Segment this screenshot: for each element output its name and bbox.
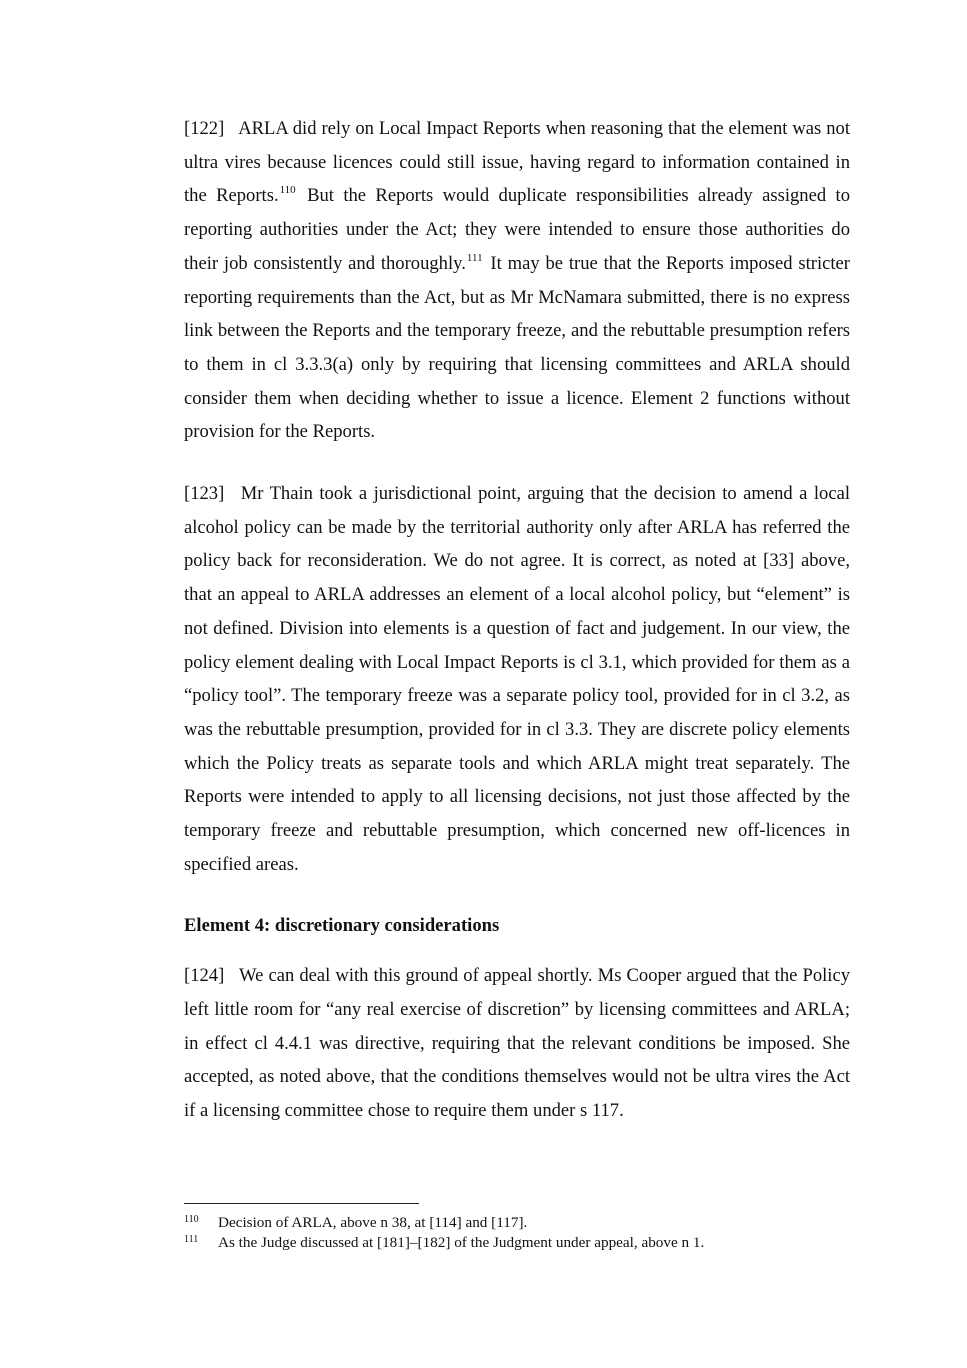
paragraph-124 (184, 959, 850, 1128)
footnote-111 (184, 1233, 850, 1253)
footnote-ref-110[interactable]: 110 (279, 184, 296, 197)
paragraph-text: We can deal with this ground of appeal shortly. Ms Cooper argued that the Policy left little room for “any real exercise of discretion” by licensing committees and ARLA; in effect cl 4.4.1 was directive, requiring that the relevant conditions be imposed. She accepted, as noted above, that the conditions themselves would not be ultra vires the Act if a licensing committee chose to require them under s 117. (184, 965, 851, 1121)
paragraph-number: [124] (184, 965, 225, 987)
section-heading: Element 4: discretionary considerations (184, 915, 500, 937)
footnote-ref-111[interactable]: 111 (466, 251, 483, 264)
footnotes (184, 1203, 850, 1253)
paragraph-122 (184, 112, 850, 449)
paragraph-123 (184, 477, 850, 881)
footnote-110 (184, 1213, 850, 1233)
footnote-divider (184, 1203, 419, 1204)
document-body (184, 112, 850, 1156)
footnote-number: 111 (184, 1234, 199, 1245)
paragraph-text: ARLA did rely on Local Impact Reports when reasoning that the element was not ultra vires because licences could still issue, having regard to information contained in the Reports. (184, 118, 850, 207)
footnote-number: 110 (184, 1214, 199, 1225)
footnote-text: As the Judge discussed at [181]–[182] of the Judgment under appeal, above n 1. (218, 1234, 705, 1251)
paragraph-text: It may be true that the Reports imposed stricter reporting requirements than the Act, but as Mr McNamara submitted, there is no express link between the Reports and the temporary freeze, and the rebuttable presumption refers to them in cl 3.3.3(a) only by requiring that licensing committees and ARLA should consider them when deciding whether to issue a licence. Element 2 functions without provision for the Reports. (184, 252, 850, 443)
paragraph-number: [122] (184, 118, 225, 139)
paragraph-text: But the Reports would duplicate responsibilities already assigned to reporting authorities under the Act; they were intended to ensure those authorities do their job consistently and thoroughly. (184, 185, 850, 274)
paragraph-number: [123] (184, 483, 225, 505)
footnote-text: Decision of ARLA, above n 38, at [114] and [117]. (218, 1214, 528, 1231)
paragraph-text: Mr Thain took a jurisdictional point, arguing that the decision to amend a local alcohol policy can be made by the territorial authority only after ARLA has referred the policy back for reconsideration. We do not agree. It is correct, as noted at [33] above, that an appeal to ARLA addresses an element of a local alcohol policy, but “element” is not defined. Division into elements is a question of fact and judgement. In our view, the policy element dealing with Local Impact Reports is cl 3.1, which provided for them as a “policy tool”. The temporary freeze was a separate policy tool, provided for in cl 3.2, as was the rebuttable presumption, provided for in cl 3.3. They are discrete policy elements which the Policy treats as separate tools and which ARLA might treat separately. The Reports were intended to apply to all licensing decisions, not just those affected by the temporary freeze and rebuttable presumption, which concerned new off-licences in specified areas. (184, 483, 851, 875)
